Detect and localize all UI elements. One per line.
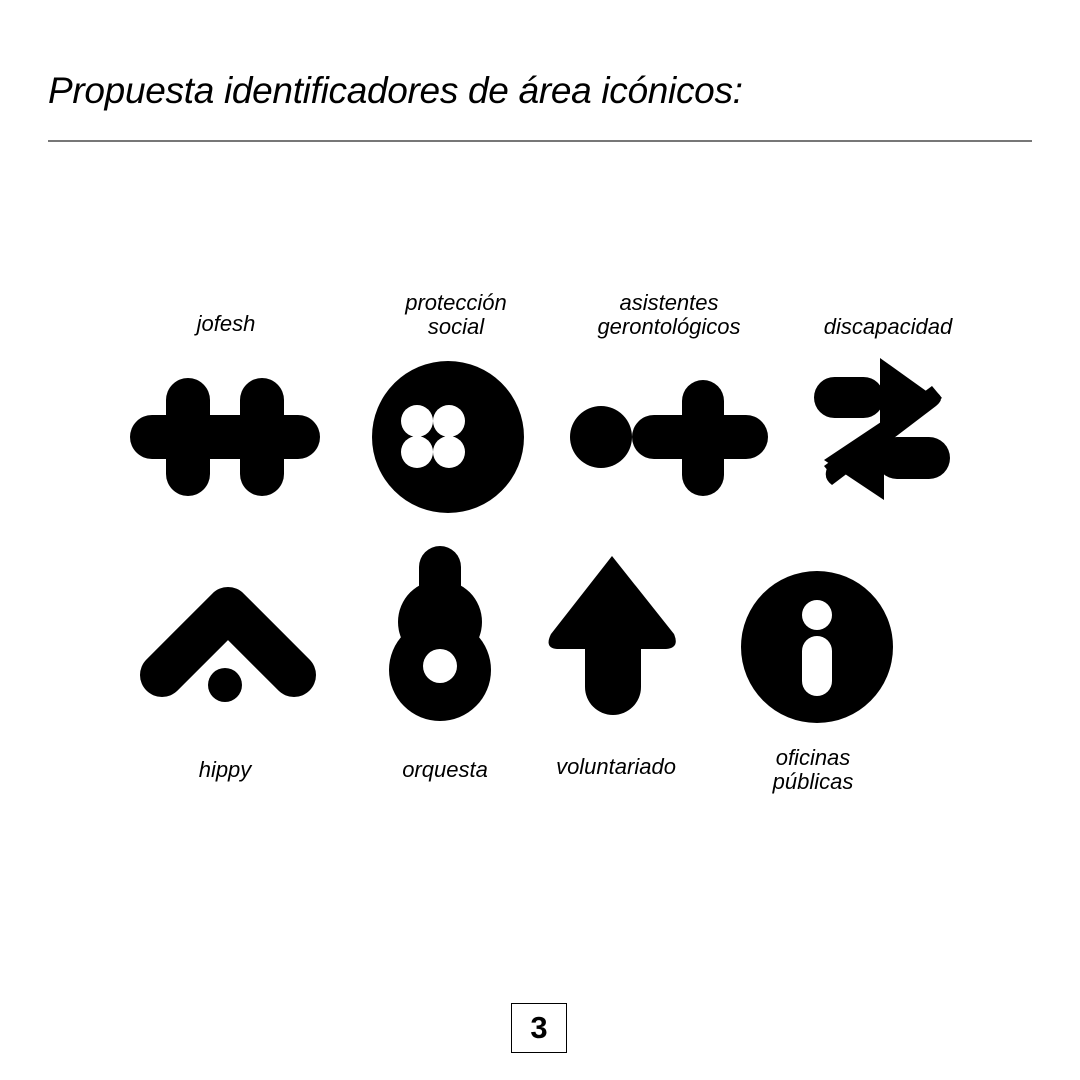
label-jofesh: jofesh xyxy=(196,311,256,336)
info-circle-icon xyxy=(741,571,893,723)
label-orquesta: orquesta xyxy=(402,757,488,782)
violin-figure-icon xyxy=(389,546,491,721)
double-cross-icon xyxy=(130,378,320,496)
label-oficinas-publicas: oficinas públicas xyxy=(772,745,854,794)
up-arrow-icon xyxy=(549,556,676,715)
roof-dot-icon xyxy=(162,609,294,702)
label-hippy: hippy xyxy=(198,757,252,782)
page-number: 3 xyxy=(511,1003,567,1053)
label-discapacidad: discapacidad xyxy=(823,314,953,339)
page-title: Propuesta identificadores de área icónicos: xyxy=(48,70,743,111)
label-proteccion-social: protección social xyxy=(405,290,507,339)
label-asistentes-gerontologicos: asistentes gerontológicos xyxy=(597,290,741,339)
exchange-arrows-icon xyxy=(814,358,950,500)
dot-plus-icon xyxy=(570,380,768,496)
label-voluntariado: voluntariado xyxy=(556,754,676,779)
circle-four-dots-icon xyxy=(372,361,524,513)
